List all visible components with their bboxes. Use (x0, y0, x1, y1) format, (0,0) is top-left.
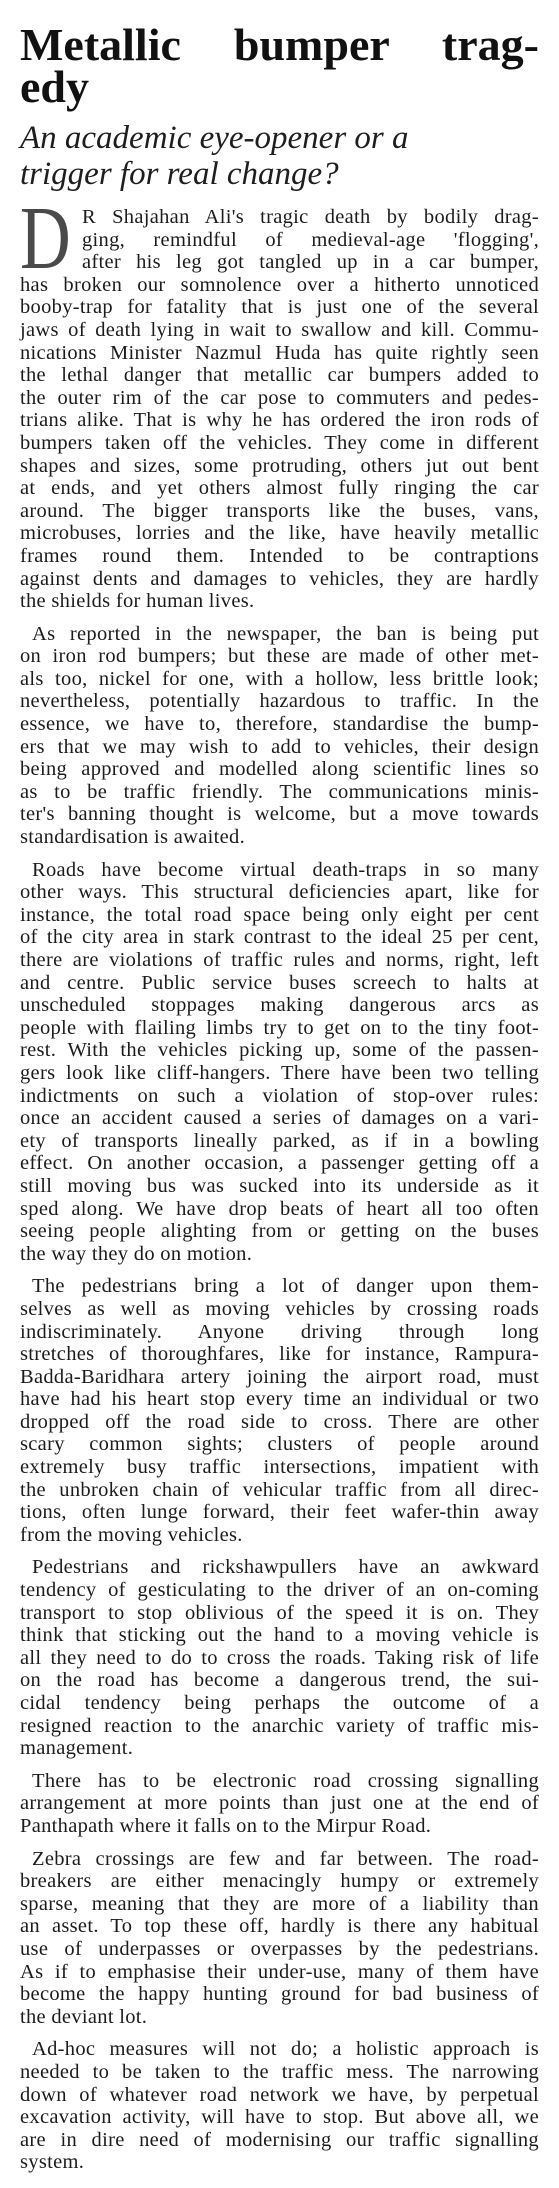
paragraph (20, 1275, 539, 1546)
article-line: ety of transports lineally parked, as if in a bowling (20, 1129, 539, 1152)
article-line: have had his heart stop every time an individual or two (20, 1388, 539, 1411)
article-line: booby-trap for fatality that is just one of the several (20, 296, 539, 319)
article-line: and centre. Public service buses screech to halts at (20, 971, 539, 994)
article-line: Pedestrians and rickshawpullers have an awkward (32, 1556, 539, 1579)
article-line: on iron rod bumpers; but these are made of other met- (20, 645, 539, 668)
headline-line: Metallic bumper trag- (20, 19, 539, 70)
article-line: think that sticking out the hand to a moving vehicle is (20, 1624, 539, 1647)
article-line: all they need to do to cross the roads. Taking risk of life (20, 1646, 539, 1669)
article-line: an asset. To top these off, hardly is there any habitual (20, 1915, 539, 1938)
article-line: against dents and damages to vehicles, they are hardly (20, 567, 539, 590)
article-line: There has to be electronic road crossing signalling (32, 1769, 539, 1792)
article-line: down of whatever road network we have, by perpetual (20, 2083, 539, 2106)
drop-cap: D (20, 189, 71, 288)
article-line: people with flailing limbs try to get on to the tiny foot- (20, 1016, 539, 1039)
article-line: ers that we may wish to add to vehicles, their design (20, 735, 539, 758)
article-line: tendency of gesticulating to the driver of an on-coming (20, 1579, 539, 1602)
article-line: the shields for human lives. (20, 590, 255, 613)
article-line: breakers are either menacingly humpy or extremely (20, 1870, 539, 1893)
article-line: As if to emphasise their under-use, many of them have (20, 1960, 539, 1983)
article-line: system. (20, 2151, 85, 2174)
article-line: standardisation is awaited. (20, 826, 246, 849)
article-line: Roads have become virtual death-traps in so many (32, 858, 539, 881)
article-line: cidal tendency being perhaps the outcome of a (20, 1692, 539, 1714)
article-line: extremely busy traffic intersections, impatient with (20, 1456, 539, 1479)
article-line: there are violations of traffic rules and norms, right, left (20, 949, 539, 971)
article-line: around. The bigger transports like the buses, vans, (20, 499, 539, 522)
article-line: the lethal danger that metallic car bumpers added to (20, 364, 539, 387)
article-line: shapes and sizes, some protruding, others jut out bent (20, 454, 539, 477)
article-line: ging, remindful of medieval-age 'flogging', (82, 228, 539, 251)
article-line: of the city area in stark contrast to the ideal 25 per cent, (20, 926, 539, 949)
article-line: unscheduled stoppages making dangerous arcs as (20, 994, 539, 1017)
article-line: become the happy hunting ground for bad business of (20, 1983, 539, 2006)
article-line: Zebra crossings are few and far between. The road- (32, 1847, 539, 1870)
paragraph (20, 189, 539, 613)
article-line: needed to be taken to the traffic mess. The narrowing (20, 2060, 539, 2083)
article-line: R Shajahan Ali's tragic death by bodily drag- (82, 206, 539, 228)
article-line: once an accident caused a series of damages on a vari- (20, 1107, 539, 1130)
article-line: Badda-Baridhara artery joining the airport road, must (20, 1365, 539, 1388)
paragraph (20, 859, 539, 1266)
article-line: seeing people alighting from or getting on the buses (20, 1220, 539, 1243)
article-line: nevertheless, potentially hazardous to traffic. In the (20, 690, 539, 713)
paragraph (20, 2038, 539, 2174)
article-line: Ad-hoc measures will not do; a holistic approach is (32, 2038, 539, 2061)
article-line: arrangement at more points than just one at the end of (20, 1792, 539, 1815)
article-line: Panthapath where it falls on to the Mirpur Road. (20, 1814, 432, 1837)
article-body (20, 189, 539, 2174)
article-line: the outer rim of the car pose to commuters and pedes- (20, 386, 539, 409)
article-line: The pedestrians bring a lot of danger upon them- (32, 1275, 539, 1298)
article-line: instance, the total road space being only eight per cent (20, 903, 539, 926)
paragraph (20, 623, 539, 849)
article-line: transport to stop oblivious of the speed it is on. They (20, 1601, 539, 1624)
article-line: excavation activity, will have to stop. But above all, we (20, 2106, 539, 2129)
article-line: essence, we have to, therefore, standardise the bump- (20, 713, 539, 736)
article-line: scary common sights; clusters of people around (20, 1433, 539, 1456)
article-line: use of underpasses or overpasses by the pedestrians. (20, 1937, 539, 1960)
article-line: are in dire need of modernising our traffic signalling (20, 2128, 539, 2151)
article-line: nications Minister Nazmul Huda has quite rightly seen (20, 341, 539, 364)
article-line: bumpers taken off the vehicles. They come in different (20, 431, 539, 454)
article-line: still moving bus was sucked into its underside as it (20, 1174, 539, 1197)
article-line: resigned reaction to the anarchic variety of traffic mis- (20, 1714, 539, 1737)
article-line: has broken our somnolence over a hitherto unnoticed (20, 273, 539, 296)
article-line: tions, often lunge forward, their feet wafer-thin away (20, 1501, 539, 1524)
article-line: after his leg got tangled up in a car bumper, (82, 251, 539, 274)
subheadline-line: trigger for real change? (20, 156, 339, 192)
article-line: sparse, meaning that they are more of a liability than (20, 1892, 539, 1915)
article-line: being approved and modelled along scientific lines so (20, 758, 539, 781)
article-line: microbuses, lorries and the like, have heavily metallic (20, 522, 539, 545)
article-line: stretches of thoroughfares, like for instance, Rampura- (20, 1343, 539, 1366)
article-line: as to be traffic friendly. The communications minis- (20, 780, 539, 803)
article-line: other ways. This structural deficiencies apart, like for (20, 881, 539, 904)
article-line: effect. On another occasion, a passenger getting off a (20, 1152, 539, 1175)
paragraph (20, 1770, 539, 1838)
article-line: frames round them. Intended to be contraptions (20, 544, 539, 567)
article-line: on the road has become a dangerous trend, the sui- (20, 1669, 539, 1692)
article-line: sped along. We have drop beats of heart all too often (20, 1197, 539, 1220)
article-line: at ends, and yet others almost fully ringing the car (20, 477, 539, 500)
article-line: from the moving vehicles. (20, 1523, 243, 1546)
subheadline (20, 120, 539, 192)
article-line: the way they do on motion. (20, 1242, 253, 1265)
article-line: the unbroken chain of vehicular traffic from all direc- (20, 1478, 539, 1501)
article-line: als too, nickel for one, with a hollow, less brittle look; (20, 667, 539, 690)
headline-line: edy (20, 61, 89, 112)
paragraph (20, 1848, 539, 2029)
article-line: the deviant lot. (20, 2005, 148, 2028)
article-line: dropped off the road side to cross. There are other (20, 1410, 539, 1433)
article-line: gers look like cliff-hangers. There have been two telling (20, 1061, 539, 1084)
article-line: management. (20, 1737, 134, 1760)
article-line: ter's banning thought is welcome, but a move towards (20, 803, 539, 826)
article-line: indiscriminately. Anyone driving through long (20, 1320, 539, 1343)
article-line: indictments on such a violation of stop-over rules: (20, 1084, 539, 1107)
subheadline-line: An academic eye-opener or a (20, 120, 409, 156)
article-line: rest. With the vehicles picking up, some of the passen- (20, 1039, 539, 1062)
paragraph (20, 1556, 539, 1759)
article-line: trians alike. That is why he has ordered the iron rods of (20, 409, 539, 432)
article-line: As reported in the newspaper, the ban is being put (32, 622, 539, 645)
headline (20, 19, 539, 112)
article-line: jaws of death lying in wait to swallow and kill. Commu- (20, 318, 539, 341)
article-line: selves as well as moving vehicles by crossing roads (20, 1297, 539, 1320)
